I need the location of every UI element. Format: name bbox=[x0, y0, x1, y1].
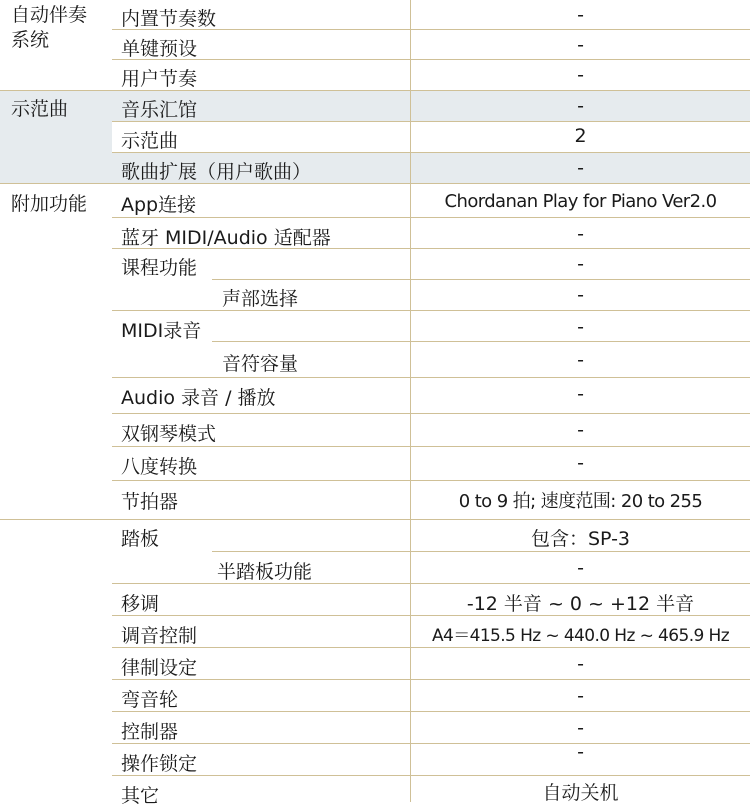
feature-label: 弯音轮 bbox=[121, 689, 179, 711]
row-separator bbox=[112, 679, 750, 680]
row-separator bbox=[112, 152, 750, 153]
feature-label: 移调 bbox=[121, 593, 160, 615]
feature-value: Chordanan Play for Piano Ver2.0 bbox=[444, 191, 717, 212]
feature-label: 调音控制 bbox=[121, 625, 198, 647]
feature-label: 蓝牙 MIDI/Audio 适配器 bbox=[121, 227, 331, 249]
row-separator bbox=[112, 519, 750, 520]
row-separator bbox=[112, 59, 750, 60]
feature-value: - bbox=[577, 4, 584, 26]
row-separator bbox=[112, 310, 750, 311]
feature-label: 内置节奏数 bbox=[121, 8, 217, 30]
category-accompaniment-line2: 系统 bbox=[11, 29, 50, 51]
feature-sub-label: 声部选择 bbox=[222, 288, 299, 310]
row-separator bbox=[112, 217, 750, 218]
category-demo: 示范曲 bbox=[11, 98, 69, 120]
feature-label: 操作锁定 bbox=[121, 753, 198, 775]
feature-value: - bbox=[577, 95, 584, 117]
feature-label: 音乐汇馆 bbox=[121, 99, 198, 121]
feature-value: - bbox=[577, 717, 584, 739]
feature-value: - bbox=[577, 316, 584, 338]
row-separator bbox=[112, 775, 750, 776]
feature-sub-label: 音符容量 bbox=[222, 353, 299, 375]
row-separator bbox=[112, 90, 750, 91]
feature-label: 用户节奏 bbox=[121, 68, 198, 90]
row-separator bbox=[212, 279, 750, 280]
feature-value: -12 半音 ~ 0 ~ +12 半音 bbox=[466, 593, 695, 615]
feature-value: - bbox=[577, 284, 584, 306]
row-separator bbox=[212, 341, 750, 342]
category-separator-3 bbox=[0, 519, 112, 520]
feature-sub-label: 半踏板功能 bbox=[217, 561, 313, 583]
feature-value: - bbox=[577, 34, 584, 56]
feature-label: 双钢琴模式 bbox=[121, 423, 217, 445]
feature-value: - bbox=[577, 741, 584, 763]
feature-value: - bbox=[577, 157, 584, 179]
feature-value: 0 to 9 拍; 速度范围: 20 to 255 bbox=[458, 491, 703, 512]
row-separator bbox=[112, 121, 750, 122]
row-separator bbox=[112, 647, 750, 648]
feature-label: 控制器 bbox=[121, 721, 179, 743]
feature-label: 其它 bbox=[121, 785, 160, 807]
feature-label: 律制设定 bbox=[121, 657, 198, 679]
category-accompaniment bbox=[11, 3, 87, 53]
category-accompaniment-line1: 自动伴奏 bbox=[11, 4, 88, 26]
feature-label: 歌曲扩展（用户歌曲） bbox=[121, 161, 312, 183]
feature-label: 踏板 bbox=[121, 528, 160, 550]
category-separator-1 bbox=[0, 90, 112, 91]
feature-value: - bbox=[577, 383, 584, 405]
feature-label: Audio 录音 / 播放 bbox=[121, 387, 276, 409]
feature-value: 2 bbox=[574, 125, 587, 147]
feature-value: - bbox=[577, 685, 584, 707]
row-separator bbox=[112, 446, 750, 447]
feature-label: 示范曲 bbox=[121, 130, 179, 152]
feature-label: App连接 bbox=[121, 194, 197, 216]
row-separator bbox=[112, 583, 750, 584]
feature-label: 课程功能 bbox=[121, 257, 198, 279]
row-separator bbox=[112, 711, 750, 712]
feature-value: 包含：SP-3 bbox=[530, 528, 631, 550]
row-separator bbox=[112, 413, 750, 414]
feature-value: - bbox=[577, 253, 584, 275]
feature-value: - bbox=[577, 64, 584, 86]
feature-value: - bbox=[577, 452, 584, 474]
category-extras: 附加功能 bbox=[11, 193, 88, 215]
feature-value: - bbox=[577, 419, 584, 441]
feature-label: 八度转换 bbox=[121, 456, 198, 478]
feature-label: MIDI录音 bbox=[121, 320, 202, 342]
row-separator bbox=[212, 551, 750, 552]
feature-value: - bbox=[577, 557, 584, 579]
feature-value: - bbox=[577, 223, 584, 245]
category-separator-2 bbox=[0, 183, 112, 184]
feature-value: A4＝415.5 Hz ~ 440.0 Hz ~ 465.9 Hz bbox=[431, 626, 730, 646]
feature-label: 节拍器 bbox=[121, 491, 179, 513]
feature-value: - bbox=[577, 349, 584, 371]
row-separator bbox=[112, 377, 750, 378]
row-separator bbox=[112, 480, 750, 481]
feature-value: - bbox=[577, 653, 584, 675]
feature-value: 自动关机 bbox=[542, 782, 619, 804]
feature-label: 单键预设 bbox=[121, 38, 198, 60]
